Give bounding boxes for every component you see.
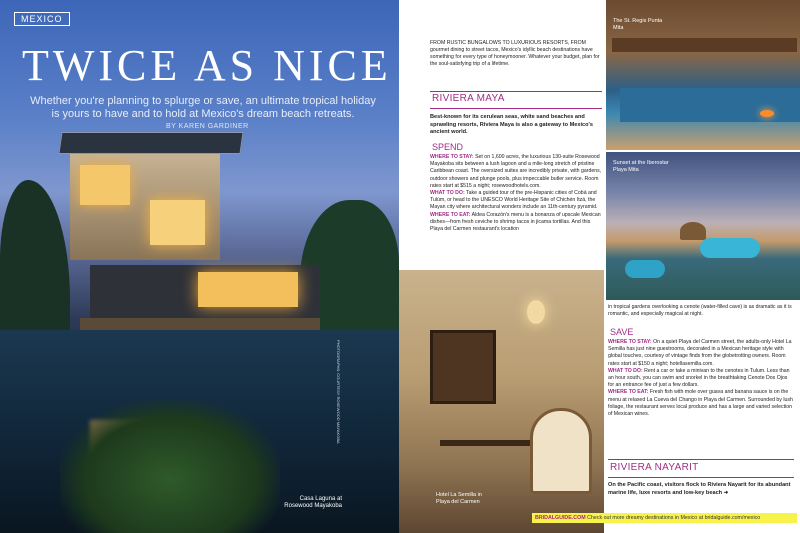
text: Rent a car or take a minivan to the cenotes in Tulum. Less than an hour south, you can swim and snorkel in the breathtaking Cenote Dos Ojos for an entrance fee of just a few dollars. bbox=[608, 367, 790, 389]
villa-window bbox=[80, 165, 130, 205]
caption-hotel: Hotel La Semilla in Playa del Carmen bbox=[436, 492, 482, 505]
pool bbox=[625, 260, 665, 278]
ocean bbox=[620, 88, 800, 122]
palapa bbox=[680, 222, 706, 240]
villa-deck bbox=[80, 318, 320, 330]
article-title: TWICE AS NICE bbox=[22, 41, 392, 90]
text: Aldea Corazón's menu is a bonanza of upscale Mexican dishes—from fresh ceviche to shrimp tacos in jicama tortillas. And this Playa del Carmen restaurant's location bbox=[430, 211, 601, 233]
label: WHERE TO STAY: bbox=[608, 339, 652, 345]
divider bbox=[608, 477, 794, 478]
chair bbox=[530, 408, 592, 494]
photo-credit: PHOTOGRAPHS: COURTESY ROSEWOOD MAYAKOBA bbox=[336, 340, 341, 444]
foreground-foliage bbox=[60, 400, 280, 533]
save-body bbox=[608, 339, 794, 418]
villa-roof bbox=[58, 132, 243, 154]
pergola bbox=[612, 38, 797, 52]
heading-riviera-nayarit: RIVIERA NAYARIT bbox=[610, 462, 699, 473]
article-subtitle: Whether you're planning to splurge or save, an ultimate tropical holiday is yours to have and to hold at Mexico's dream beach retreats. bbox=[30, 95, 376, 120]
label: WHERE TO EAT: bbox=[430, 211, 471, 218]
label: WHERE TO STAY: bbox=[430, 154, 474, 160]
villa-window bbox=[150, 200, 205, 245]
intro-paragraph: FROM RUSTIC BUNGALOWS TO LUXURIOUS RESORTS, FROM gourmet dining to street tacos, Mexico's idyllic beach destinations have something for every type of honeymooner. Whatever your budget, plan for the soul-satisfying trip of a lifetime. bbox=[430, 40, 600, 67]
text: Set on 1,600 acres, the luxurious 130-suite Rosewood Mayakoba sits between a lush lagoon and a mile-long stretch of pristine Caribbean coast. The oversized suites are incredibly private, with gardens, outdoor showers and plunge pools, plus impeccable butler service. Room rates start at $515 a night; rosewoodhotels.com. bbox=[430, 154, 602, 189]
footer-text[interactable]: Check out more dreamy destinations in Mexico at bridalguide.com/mexico bbox=[587, 515, 761, 521]
pool bbox=[700, 238, 760, 258]
hanging-lamp bbox=[527, 300, 545, 324]
riviera-nayarit-lede: On the Pacific coast, visitors flock to Riviera Nayarit for its abundant marine life, luxe resorts and low-key beach ➜ bbox=[608, 482, 791, 496]
fire-pit bbox=[760, 110, 774, 117]
text: Take a guided tour of the pre-Hispanic cities of Cobá and Tulúm, or head to the UNESCO World Heritage Site of Chichén Itzá, the Mayan city where architectural wonders include an 11th-century pyramid. bbox=[430, 190, 598, 211]
label: WHAT TO DO: bbox=[608, 367, 643, 374]
spend-body bbox=[430, 154, 602, 233]
caption-sunset: Sunset at the Iberostar Playa Mita bbox=[613, 160, 669, 173]
label: WHERE TO EAT: bbox=[608, 389, 649, 396]
footer-promo[interactable] bbox=[532, 513, 797, 523]
divider bbox=[430, 108, 602, 109]
heading-riviera-maya: RIVIERA MAYA bbox=[432, 93, 505, 104]
riviera-maya-lede: Best-known for its cerulean seas, white sand beaches and sprawling resorts, Riviera Maya is also a gateway to Mexico's ancient world. bbox=[430, 114, 593, 135]
text: On a quiet Playa del Carmen street, the adults-only Hotel La Semilla has just nine guestrooms, decorated in a Mexican heritage style with global touches, courtesy of vintage finds from the globetrotting owners. Room rates start at $150 a night; hotellasemilla.com. bbox=[608, 339, 792, 367]
caption-st-regis: The St. Regis Punta Mita bbox=[613, 18, 663, 31]
heading-save: SAVE bbox=[610, 327, 634, 337]
console-table bbox=[440, 440, 530, 446]
divider bbox=[608, 459, 794, 460]
text: Fresh fish with mole over guava and banana sauce is on the menu at relaxed La Cueva del Chango in Playa del Carmen. Surrounded by lush foliage, the restaurant serves local produce and has a large and varied selection of Mexican wines. bbox=[608, 389, 793, 418]
left-page bbox=[0, 0, 399, 533]
wall-art bbox=[430, 330, 496, 404]
label: WHAT TO DO: bbox=[430, 190, 465, 197]
byline: BY KAREN GARDINER bbox=[166, 123, 249, 130]
col2-continuation: in tropical gardens overlooking a cenote (water-filled cave) is as dramatic as it is romantic, and especially magical at night. bbox=[608, 304, 792, 318]
footer-site[interactable]: BRIDALGUIDE.COM bbox=[535, 515, 586, 521]
villa-window bbox=[198, 272, 298, 307]
photo-caption-left: Casa Laguna at Rosewood Mayakoba bbox=[284, 496, 342, 509]
divider bbox=[430, 91, 602, 92]
section-tag: MEXICO bbox=[14, 12, 70, 26]
heading-spend: SPEND bbox=[432, 142, 464, 152]
